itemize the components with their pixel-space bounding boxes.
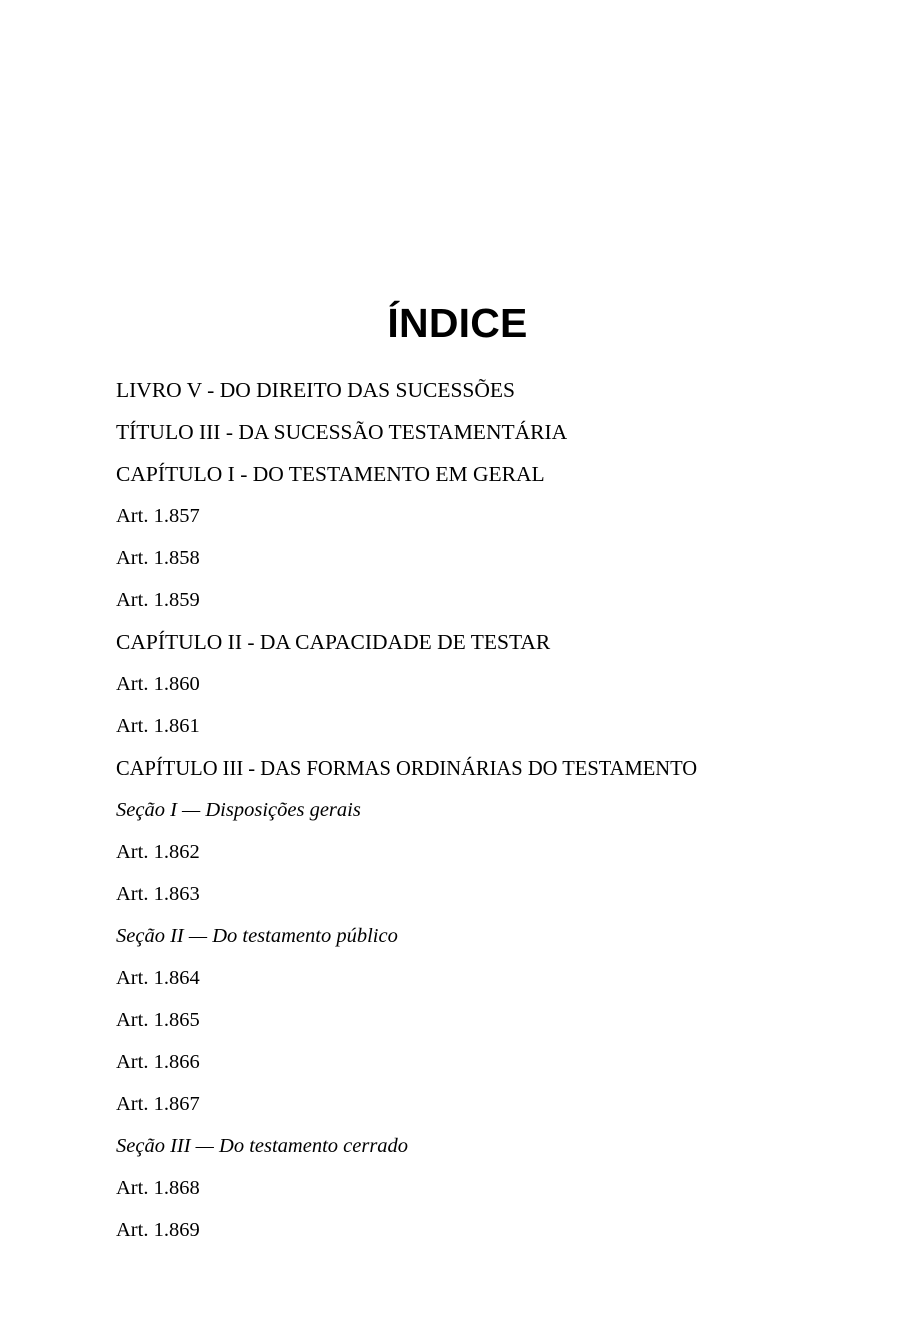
index-entry-section: Seção III — Do testamento cerrado bbox=[116, 1135, 409, 1157]
index-list bbox=[116, 369, 816, 1251]
index-entry-heading: TÍTULO III - DA SUCESSÃO TESTAMENTÁRIA bbox=[116, 420, 568, 444]
index-entry-article: Art. 1.865 bbox=[116, 1009, 200, 1031]
index-entry-article: Art. 1.858 bbox=[116, 547, 200, 569]
index-entry-section: Seção I — Disposições gerais bbox=[116, 799, 361, 821]
index-entry-article: Art. 1.864 bbox=[116, 967, 200, 989]
index-entry-article: Art. 1.869 bbox=[116, 1219, 200, 1241]
index-entry-article: Art. 1.861 bbox=[116, 715, 200, 737]
index-entry-article: Art. 1.862 bbox=[116, 841, 200, 863]
index-entry-heading: CAPÍTULO I - DO TESTAMENTO EM GERAL bbox=[116, 462, 545, 486]
index-entry-article: Art. 1.867 bbox=[116, 1093, 200, 1115]
index-entry-article: Art. 1.857 bbox=[116, 505, 200, 527]
index-entry-heading: LIVRO V - DO DIREITO DAS SUCESSÕES bbox=[116, 378, 515, 402]
index-entry-article: Art. 1.863 bbox=[116, 883, 200, 905]
index-entry-article: Art. 1.866 bbox=[116, 1051, 200, 1073]
page-title: ÍNDICE bbox=[387, 300, 528, 346]
index-entry-heading: CAPÍTULO II - DA CAPACIDADE DE TESTAR bbox=[116, 630, 551, 654]
index-entry-section: Seção II — Do testamento público bbox=[116, 925, 398, 947]
index-entry-article: Art. 1.868 bbox=[116, 1177, 200, 1199]
index-entry-heading: CAPÍTULO III - DAS FORMAS ORDINÁRIAS DO TESTAMENTO bbox=[116, 756, 698, 780]
index-entry-article: Art. 1.859 bbox=[116, 589, 200, 611]
index-entry-article: Art. 1.860 bbox=[116, 673, 200, 695]
